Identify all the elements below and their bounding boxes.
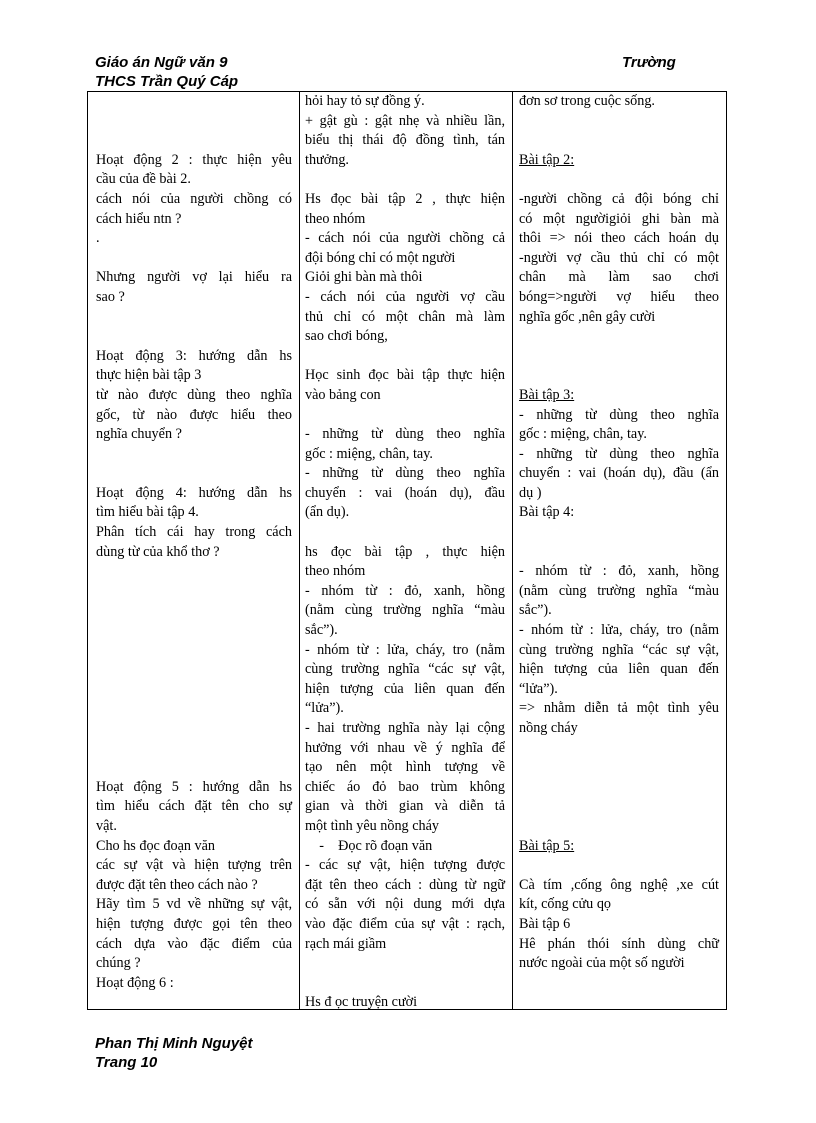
- text-line: gốc : miệng, chân, tay.: [519, 426, 647, 443]
- exercise-heading: [519, 151, 719, 171]
- text-line: “lửa”).: [519, 680, 558, 697]
- text-line: Hs đ ọc truyện cười: [305, 994, 418, 1011]
- activity-heading: cầu của đề bài 2.: [96, 171, 191, 188]
- text-line: hưởng với nhau về ý nghĩa để: [305, 739, 505, 756]
- text-line: - các sự vật, hiện tượng được: [305, 857, 505, 874]
- header-school: THCS Trần Quý Cáp: [95, 73, 239, 90]
- text-line: - nhóm từ : đỏ, xanh, hồng: [305, 582, 505, 599]
- text-line: kít, cống cửu qọ: [519, 896, 612, 913]
- student-activity-column: [305, 92, 505, 1013]
- activity-heading: Hoạt động 5 : hướng dẫn hs: [96, 778, 292, 795]
- text-line: hỏi hay tỏ sự đồng ý.: [305, 93, 425, 109]
- text-line: .: [96, 230, 100, 247]
- column-divider: [512, 92, 513, 1009]
- text-line: - những từ dùng theo nghĩa: [305, 465, 505, 482]
- text-line: - Đọc rõ đoạn văn: [305, 837, 433, 854]
- question-text: các sự vật và hiện tượng trên: [96, 857, 292, 874]
- text-line: chuyển : vai (hoán dụ), đầu (ẩn: [519, 465, 719, 482]
- question-text: cách hiểu ntn ?: [96, 210, 182, 227]
- question-text: gốc, từ nào được hiểu theo: [96, 406, 292, 423]
- text-line: - nhóm từ : đỏ, xanh, hồng: [519, 563, 719, 580]
- text-line: “lửa”).: [305, 700, 344, 717]
- text-line: => nhằm diễn tả một tình yêu: [519, 700, 719, 717]
- text-line: gian và thời gian và diễn tả: [305, 798, 505, 815]
- text-line: -người chồng cả đội bóng chỉ: [519, 190, 719, 207]
- text-line: Giỏi ghi bàn mà thôi: [305, 269, 423, 286]
- footer-page-number: Trang 10: [95, 1054, 158, 1071]
- activity-heading: Hoạt động 2 : thực hiện yêu: [96, 151, 292, 168]
- exercise-heading: Bài tập 6: [519, 915, 571, 932]
- text-line: Học sinh đọc bài tập thực hiện: [305, 367, 505, 384]
- text-line: thôi => nói theo cách hoán dụ: [519, 230, 719, 247]
- activity-heading: vật.: [96, 817, 117, 834]
- text-line: cùng trường nghĩa “các sự vật,: [519, 641, 719, 658]
- text-line: chuyển : vai (hoán dụ), đầu: [305, 484, 505, 501]
- text-line: đơn sơ trong cuộc sống.: [519, 93, 655, 109]
- header-title: Giáo án Ngữ văn 9: [95, 54, 228, 71]
- text-line: chân mà làm sao chơi: [519, 269, 719, 286]
- activity-heading: tìm hiểu cách đặt tên cho sự: [96, 798, 292, 815]
- text-line: thủ chỉ có một chân mà làm: [305, 308, 505, 325]
- text-line: biểu thị thái độ đồng tình, tán: [305, 132, 505, 149]
- text-line: thưởng.: [305, 151, 349, 168]
- text-line: - những từ dùng theo nghĩa: [519, 445, 719, 462]
- teacher-activity-column: [96, 92, 292, 993]
- text-line: theo nhóm: [305, 563, 366, 580]
- text-line: theo nhóm: [305, 210, 366, 227]
- question-text: sao ?: [96, 288, 125, 305]
- text-line: có một ngườigiỏi ghi bàn mà: [519, 210, 719, 227]
- text-line: (ẩn dụ).: [305, 504, 350, 521]
- text-line: Cà tím ,cống ông nghệ ,xe cút: [519, 876, 719, 893]
- exercise-heading-label: Bài tập 2:: [519, 151, 575, 168]
- activity-heading: thực hiện bài tập 3: [96, 367, 202, 384]
- text-line: - cách nói của người vợ cầu: [305, 288, 505, 305]
- text-line: tạo nên một hình tượng về: [305, 759, 505, 776]
- question-text: hiện tượng được gọi tên theo: [96, 915, 292, 932]
- question-text: Nhưng người vợ lại hiểu ra: [96, 269, 292, 286]
- question-text: từ nào được dùng theo nghĩa: [96, 386, 292, 403]
- lesson-table: [87, 91, 727, 1010]
- text-line: hiện tượng của liên quan đến: [305, 680, 505, 697]
- text-line: (nằm cùng trường nghĩa “màu: [519, 582, 719, 599]
- text-line: -người vợ cầu thủ chỉ có một: [519, 249, 719, 266]
- header-right: Trường: [622, 54, 676, 71]
- exercise-heading-label: Bài tập 5:: [519, 837, 575, 854]
- exercise-heading-label: Bài tập 3:: [519, 386, 575, 403]
- question-text: cách dựa vào đặc điểm của: [96, 935, 292, 952]
- text-line: vào đặc điểm của sự vật : rạch,: [305, 915, 505, 932]
- text-line: - nhóm từ : lửa, cháy, tro (nằm: [305, 641, 505, 658]
- text-line: hiện tượng của liên quan đến: [519, 661, 719, 678]
- question-text: được đặt tên theo cách nào ?: [96, 876, 258, 893]
- text-line: cùng trường nghĩa “các sự vật,: [305, 661, 505, 678]
- question-text: Hãy tìm 5 vd về những sự vật,: [96, 896, 292, 913]
- question-text: Cho hs đọc đoạn văn: [96, 837, 216, 854]
- text-line: sắc”).: [519, 602, 552, 619]
- footer-author: Phan Thị Minh Nguyệt: [95, 1035, 253, 1052]
- column-divider: [299, 92, 300, 1009]
- text-line: dụ ): [519, 484, 542, 501]
- activity-heading: Hoạt động 3: hướng dẫn hs: [96, 347, 292, 364]
- exercise-heading: [519, 386, 719, 406]
- text-line: một tình yêu nồng cháy: [305, 817, 439, 834]
- text-line: hs đọc bài tập , thực hiện: [305, 543, 505, 560]
- text-line: rạch mái giầm: [305, 935, 387, 952]
- text-line: - những từ dùng theo nghĩa: [519, 406, 719, 423]
- text-line: sao chơi bóng,: [305, 328, 388, 345]
- text-line: chiếc áo đỏ bao trùm không: [305, 778, 505, 795]
- text-line: bóng=>người vợ hiểu theo: [519, 288, 719, 305]
- exercise-heading: [519, 837, 719, 857]
- text-line: Hê phán thói sính dùng chữ: [519, 935, 719, 952]
- question-text: cách nói của người chồng có: [96, 190, 292, 207]
- text-line: - cách nói của người chồng cả: [305, 230, 505, 247]
- exercise-heading: Bài tập 4:: [519, 504, 575, 521]
- text-line: vào bảng con: [305, 386, 381, 403]
- question-text: Phân tích cái hay trong cách: [96, 524, 292, 541]
- text-line: nước ngoài của một số người: [519, 955, 685, 972]
- text-line: - những từ dùng theo nghĩa: [305, 426, 505, 443]
- text-line: (nằm cùng trường nghĩa “màu: [305, 602, 505, 619]
- question-text: dùng từ của khổ thơ ?: [96, 543, 220, 560]
- question-text: chúng ?: [96, 955, 141, 972]
- activity-heading: Hoạt động 4: hướng dẫn hs: [96, 484, 292, 501]
- text-line: + gật gù : gật nhẹ và nhiều lần,: [305, 112, 505, 129]
- activity-heading: tìm hiểu bài tập 4.: [96, 504, 199, 521]
- text-line: đặt tên theo cách : dùng từ ngữ: [305, 876, 505, 893]
- question-text: nghĩa chuyển ?: [96, 426, 182, 443]
- text-line: đội bóng chỉ có một người: [305, 249, 456, 266]
- activity-heading: Hoạt động 6 :: [96, 974, 174, 991]
- text-line: nồng cháy: [519, 720, 578, 736]
- text-line: gốc : miệng, chân, tay.: [305, 445, 433, 462]
- text-line: có sẵn với nội dung mới dựa: [305, 896, 505, 913]
- text-line: nghĩa gốc ,nên gây cười: [519, 308, 656, 325]
- content-column: [519, 92, 719, 974]
- text-line: - nhóm từ : lửa, cháy, tro (nằm: [519, 622, 719, 639]
- text-line: Hs đọc bài tập 2 , thực hiện: [305, 190, 505, 207]
- text-line: sắc”).: [305, 622, 338, 639]
- text-line: - hai trường nghĩa này lại cộng: [305, 720, 505, 736]
